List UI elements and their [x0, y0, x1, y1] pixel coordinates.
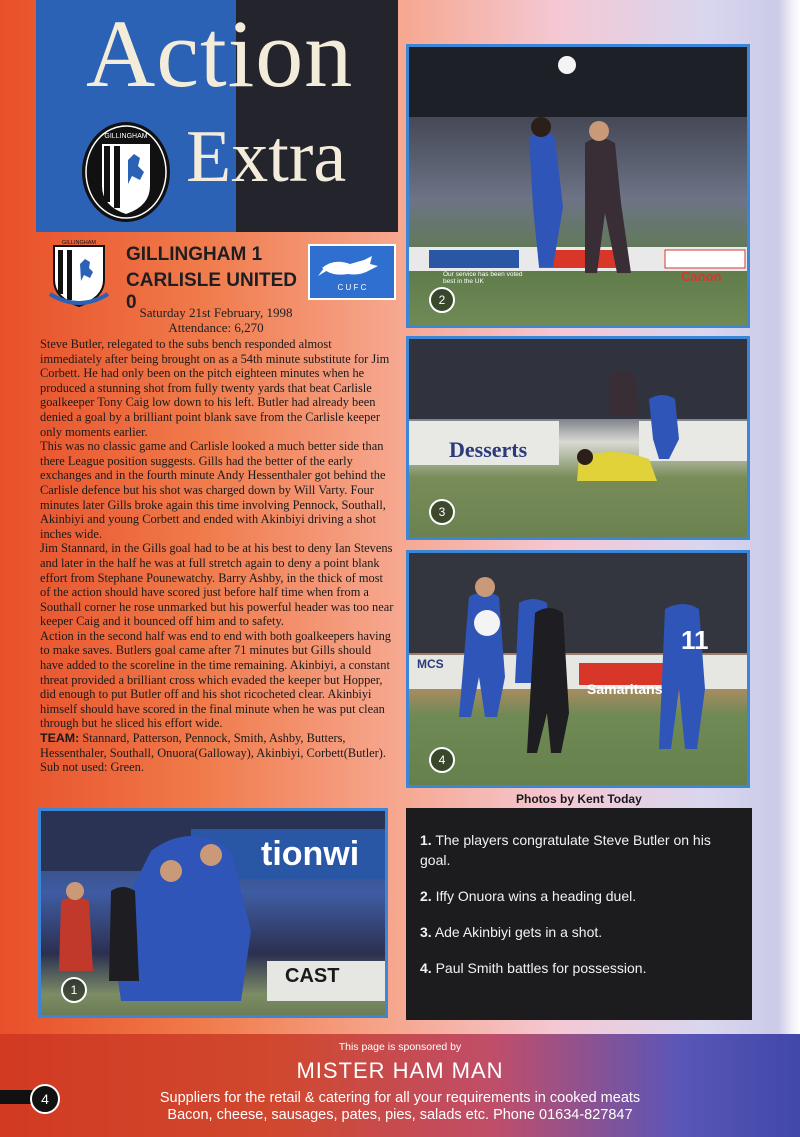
gillingham-small-crest-icon	[48, 236, 110, 308]
photo-1-number: 1	[61, 977, 87, 1003]
team-label: TEAM:	[40, 731, 80, 746]
sponsor-tagline: Suppliers for the retail & catering for all your requirements in cooked meats	[159, 1090, 641, 1106]
photo-1-advert-bottom: CAST	[285, 965, 340, 987]
photo-4	[406, 550, 750, 788]
svg-text:GILLINGHAM: GILLINGHAM	[62, 240, 96, 246]
match-report	[40, 337, 396, 775]
title-action: Action	[86, 0, 354, 107]
svg-text:11: 11	[681, 625, 709, 655]
report-paragraph: Steve Butler, relegated to the subs bench responded almost immediately after being brought on as a 54th minute substitute for Jim Corbett. He had only been on the pitch eighteen minutes when he produced a stunning shot from fully twenty yards that beat Carlisle goalkeeper Tony Caig low down to his left. Butler had already been denied a goal by a brilliant point blank save from the Carlisle keeper only moments earlier.	[40, 337, 390, 439]
caption-number: 3.	[420, 924, 432, 940]
photo-credit: Photos by Kent Today	[516, 792, 642, 806]
caption-number: 4.	[420, 960, 432, 976]
sponsor-name: MISTER HAM MAN	[296, 1058, 504, 1083]
away-score: CARLISLE UNITED 0	[126, 270, 297, 313]
sponsor-intro: This page is sponsored by	[338, 1041, 462, 1053]
match-date: Saturday 21st February, 1998	[139, 305, 293, 320]
sponsor-products: Bacon, cheese, sausages, pates, pies, salads etc. Phone 01634-827847	[167, 1107, 633, 1123]
photo-4-advert-right: Samaritans	[587, 681, 663, 697]
caption-text: The players congratulate Steve Butler on his goal.	[420, 832, 711, 868]
photo-captions	[406, 808, 752, 1020]
svg-text:GILLINGHAM: GILLINGHAM	[104, 133, 148, 140]
title-banner	[36, 0, 398, 232]
report-paragraph: This was no classic game and Carlisle looked a much better side than there League position suggests. Gills had the better of the early exchanges and in the fourth minute Andy Hessenthaler got behind the Carlisle defence but his shot was charged down by Will Varty. Four minutes later Gills broke again this time involving Pennock, Southall, Akinbiyi and young Corbett and ended with Akinbiyi driving a shot inches wide.	[40, 439, 386, 541]
caption-item	[420, 886, 740, 906]
caption-item	[420, 958, 740, 978]
caption-number: 1.	[420, 832, 432, 848]
fox-icon	[310, 246, 394, 298]
badge-letters: C U F C	[337, 283, 367, 292]
title-extra: Extra	[186, 116, 347, 198]
caption-item	[420, 830, 740, 870]
gillingham-crest-icon	[80, 114, 172, 226]
photo-2	[406, 44, 750, 328]
caption-item	[420, 922, 740, 942]
match-attendance: Attendance: 6,270	[168, 320, 264, 335]
photo-4-number: 4	[429, 747, 455, 773]
team-list: Stannard, Patterson, Pennock, Smith, Ashby, Butters, Hessenthaler, Southall, Onuora(Galloway), Akinbiyi, Corbett(Butler). Sub not used: Green.	[40, 731, 387, 775]
report-paragraph: Action in the second half was end to end with both goalkeepers having to make saves. Butlers goal came after 71 minutes but Gills should have added to the scoreline in the time remaining. Akinbiyi, a constant threat provided a brilliant cross which evaded the keeper but Hopper, did enough to put Butler off and his shot ricocheted clear. Akinbiyi himself should have scored in the final minute when he was put clean through but he sliced his effort wide.	[40, 628, 391, 731]
photo-1-advert-top: tionwi	[261, 835, 360, 873]
page-number: 4	[30, 1084, 60, 1114]
photo-1	[38, 808, 388, 1018]
caption-text: Paul Smith battles for possession.	[435, 960, 647, 976]
photo-3-number: 3	[429, 499, 455, 525]
photo-3-advert: Desserts	[449, 437, 528, 462]
photo-2-advert-right: Canon	[681, 269, 722, 284]
home-score: GILLINGHAM 1	[126, 244, 263, 265]
report-paragraph: Jim Stannard, in the Gills goal had to be at his best to deny Ian Stevens and later in the half he was at full stretch again to deny a point blank effort from Stephane Pounewatchy. Barry Ashby, in the thick of most of the action should have scored just before half time when from a Southall corner he rose unmarked but his powerful header was too near keeper Caig and it bounced off him and to safety.	[40, 541, 394, 629]
photo-4-advert-left: MCS	[417, 657, 444, 671]
photo-4-scene	[409, 553, 747, 785]
caption-text: Iffy Onuora wins a heading duel.	[435, 888, 637, 904]
page-edge	[778, 0, 800, 1137]
caption-text: Ade Akinbiyi gets in a shot.	[434, 924, 603, 940]
carlisle-badge	[308, 244, 396, 300]
photo-2-advert-left: Our service has been voted best in the UK	[443, 271, 523, 285]
caption-number: 2.	[420, 888, 432, 904]
photo-3	[406, 336, 750, 540]
team-line	[40, 731, 396, 775]
photo-2-number: 2	[429, 287, 455, 313]
